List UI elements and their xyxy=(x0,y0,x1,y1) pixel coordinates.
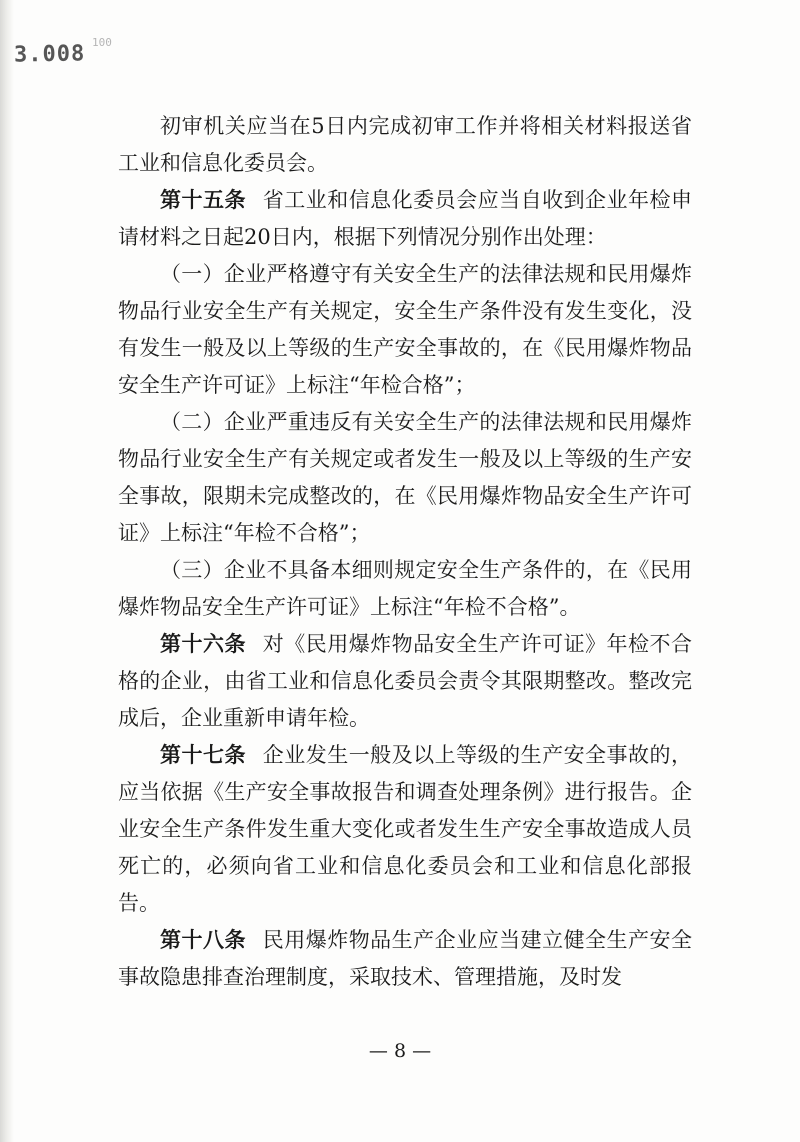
article-17-heading: 第十七条 xyxy=(160,743,246,767)
document-body xyxy=(118,108,692,996)
paragraph-item-1 xyxy=(118,256,692,404)
archive-stamp-faint-mark: 100 xyxy=(92,36,112,49)
paragraph-article-17 xyxy=(118,737,692,922)
article-15-heading: 第十五条 xyxy=(160,188,246,212)
article-18-text: 民用爆炸物品生产企业应当建立健全生产安全事故隐患排查治理制度，采取技术、管理措施，及时发 xyxy=(118,928,693,989)
paragraph-article-18 xyxy=(118,922,692,996)
article-16-heading: 第十六条 xyxy=(160,632,246,656)
item-1-text: （一）企业严格遵守有关安全生产的法律法规和民用爆炸物品行业安全生产有关规定，安全生产条件没有发生变化，没有发生一般及以上等级的生产安全事故的，在《民用爆炸物品安全生产许可证》上标注“年检合格”； xyxy=(118,262,692,397)
paragraph-1 xyxy=(118,108,692,182)
scan-binding-edge xyxy=(0,0,14,1142)
item-2-text: （二）企业严重违反有关安全生产的法律法规和民用爆炸物品行业安全生产有关规定或者发生一般及以上等级的生产安全事故，限期未完成整改的，在《民用爆炸物品安全生产许可证》上标注“年检不合格”； xyxy=(118,410,692,545)
archive-stamp-number: 3.008 xyxy=(13,41,86,68)
article-18-heading: 第十八条 xyxy=(160,928,246,952)
paragraph-article-16 xyxy=(118,626,692,737)
paragraph-article-15 xyxy=(118,182,692,256)
paragraph-item-3 xyxy=(118,552,692,626)
item-3-text: （三）企业不具备本细则规定安全生产条件的，在《民用爆炸物品安全生产许可证》上标注“年检不合格”。 xyxy=(118,558,692,619)
article-17-text: 企业发生一般及以上等级的生产安全事故的，应当依据《生产安全事故报告和调查处理条例》进行报告。企业安全生产条件发生重大变化或者发生生产安全事故造成人员死亡的，必须向省工业和信息化委员会和工业和信息化部报告。 xyxy=(118,743,693,915)
article-16-text: 对《民用爆炸物品安全生产许可证》年检不合格的企业，由省工业和信息化委员会责令其限期整改。整改完成后，企业重新申请年检。 xyxy=(118,632,693,730)
article-15-text: 省工业和信息化委员会应当自收到企业年检申请材料之日起20日内，根据下列情况分别作出处理： xyxy=(118,188,693,249)
page-number: — 8 — xyxy=(368,1040,432,1062)
paragraph-1-text: 初审机关应当在5日内完成初审工作并将相关材料报送省工业和信息化委员会。 xyxy=(118,114,692,175)
paragraph-item-2 xyxy=(118,404,692,552)
